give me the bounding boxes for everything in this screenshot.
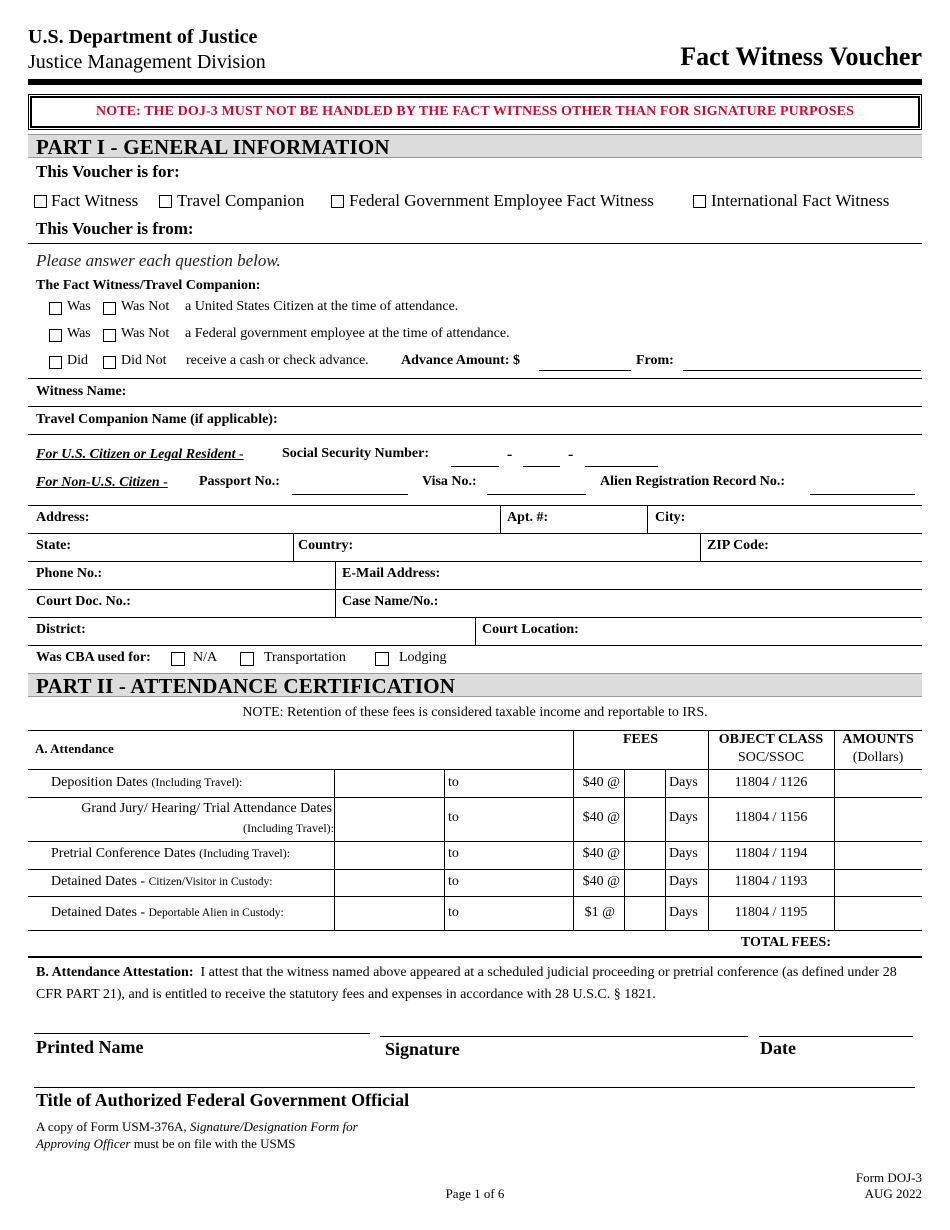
- divider: [28, 378, 922, 379]
- divider: [28, 533, 922, 534]
- voucher-for-label: This Voucher is for:: [36, 162, 180, 181]
- witness-name-label: Witness Name:: [36, 384, 127, 399]
- cell-divider: [475, 617, 476, 645]
- divider: [28, 243, 922, 244]
- ssn-part3-field[interactable]: [585, 466, 658, 467]
- table-rule: [28, 869, 922, 870]
- attestation-text: B. Attendance Attestation: I attest that the witness named above appeared at a scheduled judicial proceeding or pretrial conference (as defined under 28 CFR PART 21), and is entitled to receive the statutory fees and expenses in accordance with 28 U.S.C. § 1821.: [36, 965, 897, 1002]
- passport-label: Passport No.:: [199, 474, 280, 489]
- table-rule: [28, 797, 922, 798]
- country-label: Country:: [298, 538, 354, 553]
- days-label: Days: [669, 905, 698, 920]
- table-rule: [28, 896, 922, 897]
- table-rule: [28, 841, 922, 842]
- case-label: Case Name/No.:: [342, 594, 439, 609]
- employee-was-checkbox[interactable]: [49, 329, 62, 342]
- divider: [28, 561, 922, 562]
- advance-amount-field[interactable]: [539, 370, 631, 371]
- advance-from-field[interactable]: [683, 370, 921, 371]
- table-rule: [834, 730, 835, 930]
- city-label: City:: [655, 510, 686, 525]
- signature-label: Signature: [385, 1039, 460, 1059]
- advance-from-label: From:: [636, 353, 674, 368]
- federal-employee-label: Federal Government Employee Fact Witness: [349, 191, 654, 210]
- zip-label: ZIP Code:: [707, 538, 769, 553]
- rate: $40 @: [582, 775, 620, 790]
- fact-witness-checkbox[interactable]: [34, 195, 47, 208]
- advance-did-not-label: Did Not: [121, 353, 167, 368]
- official-title-label: Title of Authorized Federal Government Official: [36, 1090, 410, 1110]
- cell-divider: [700, 533, 701, 561]
- days-label: Days: [669, 846, 698, 861]
- amounts-header: AMOUNTS: [842, 732, 914, 747]
- visa-field[interactable]: [487, 494, 586, 495]
- table-rule: [624, 769, 625, 930]
- visa-label: Visa No.:: [422, 474, 477, 489]
- divider: [28, 589, 922, 590]
- to-label: to: [448, 810, 459, 825]
- court-doc-label: Court Doc. No.:: [36, 594, 131, 609]
- rate: $40 @: [582, 874, 620, 889]
- days-label: Days: [669, 810, 698, 825]
- object-class-header: OBJECT CLASS: [718, 732, 824, 747]
- advance-did-checkbox[interactable]: [49, 356, 62, 369]
- division-name: Justice Management Division: [28, 51, 266, 73]
- rate: $1 @: [584, 905, 615, 920]
- department-name: U.S. Department of Justice: [28, 26, 258, 48]
- object-code: 11804 / 1194: [734, 846, 808, 861]
- cba-na-checkbox[interactable]: [171, 652, 185, 666]
- email-label: E-Mail Address:: [342, 566, 441, 581]
- header-rule: [28, 79, 922, 85]
- cba-label: Was CBA used for:: [36, 650, 151, 665]
- table-rule: [665, 769, 666, 930]
- alien-field[interactable]: [810, 494, 915, 495]
- advance-amount-label: Advance Amount: $: [401, 353, 521, 368]
- table-rule: [334, 769, 335, 930]
- days-label: Days: [669, 874, 698, 889]
- travel-companion-checkbox[interactable]: [159, 195, 172, 208]
- usm-note: A copy of Form USM-376A, Signature/Designation Form for Approving Officer must be on file with the USMS: [36, 1119, 358, 1151]
- ssn-dash: -: [507, 446, 513, 463]
- divider: [28, 505, 922, 506]
- noncitizen-label: For Non-U.S. Citizen -: [36, 475, 168, 490]
- table-rule: [28, 769, 922, 770]
- advance-did-not-checkbox[interactable]: [103, 356, 116, 369]
- object-code: 11804 / 1126: [734, 775, 808, 790]
- part1-header: PART I - GENERAL INFORMATION: [28, 134, 922, 158]
- international-checkbox[interactable]: [693, 195, 706, 208]
- witness-heading: The Fact Witness/Travel Companion:: [36, 278, 261, 293]
- form-date: AUG 2022: [864, 1186, 922, 1201]
- ssn-label: Social Security Number:: [282, 446, 429, 461]
- official-title-field[interactable]: [34, 1087, 915, 1088]
- ssn-part1-field[interactable]: [451, 466, 499, 467]
- table-rule: [28, 930, 922, 931]
- cba-transportation-checkbox[interactable]: [240, 652, 254, 666]
- employee-was-label: Was: [67, 326, 91, 341]
- page-number: Page 1 of 6: [445, 1186, 505, 1201]
- advance-question: receive a cash or check advance.: [186, 353, 369, 368]
- citizen-question: a United States Citizen at the time of attendance.: [185, 299, 459, 314]
- cell-divider: [500, 505, 501, 533]
- instruction-text: Please answer each question below.: [36, 251, 281, 270]
- fact-witness-label: Fact Witness: [51, 191, 139, 210]
- state-label: State:: [36, 538, 71, 553]
- cba-lodging-label: Lodging: [399, 650, 447, 665]
- table-row-sub: (Including Travel):: [243, 821, 334, 835]
- total-fees-label: TOTAL FEES:: [740, 935, 831, 950]
- table-row-label: Pretrial Conference Dates (Including Travel):: [51, 846, 291, 861]
- international-label: International Fact Witness: [711, 191, 890, 210]
- citizen-label: For U.S. Citizen or Legal Resident -: [36, 447, 244, 462]
- handling-note: NOTE: THE DOJ-3 MUST NOT BE HANDLED BY THE FACT WITNESS OTHER THAN FOR SIGNATURE PURPOSES: [30, 96, 920, 128]
- days-label: Days: [669, 775, 698, 790]
- cell-divider: [293, 533, 294, 561]
- alien-label: Alien Registration Record No.:: [600, 474, 786, 489]
- irs-note: NOTE: Retention of these fees is considered taxable income and reportable to IRS.: [242, 705, 708, 720]
- federal-employee-checkbox[interactable]: [331, 195, 344, 208]
- form-title: Fact Witness Voucher: [680, 42, 922, 71]
- fees-header: FEES: [622, 732, 658, 747]
- object-code: 11804 / 1195: [734, 905, 808, 920]
- object-code: 11804 / 1193: [734, 874, 808, 889]
- citizen-was-checkbox[interactable]: [49, 302, 62, 315]
- cba-lodging-checkbox[interactable]: [375, 652, 389, 666]
- to-label: to: [448, 905, 459, 920]
- travel-companion-label: Travel Companion: [177, 191, 305, 210]
- total-fees-field[interactable]: [834, 930, 922, 956]
- voucher-from-label: This Voucher is from:: [36, 219, 194, 238]
- signature-field[interactable]: [380, 1036, 748, 1037]
- dollars-header: (Dollars): [852, 750, 904, 765]
- phone-label: Phone No.:: [36, 566, 103, 581]
- apt-label: Apt. #:: [507, 510, 549, 525]
- object-code: 11804 / 1156: [734, 810, 808, 825]
- rate: $40 @: [582, 810, 620, 825]
- cell-divider: [647, 505, 648, 533]
- companion-label: Travel Companion Name (if applicable):: [36, 412, 278, 427]
- court-location-label: Court Location:: [482, 622, 579, 637]
- table-rule: [28, 730, 922, 731]
- divider: [28, 406, 922, 407]
- employee-question: a Federal government employee at the time of attendance.: [185, 326, 510, 341]
- cba-transportation-label: Transportation: [264, 650, 346, 665]
- ssn-part2-field[interactable]: [523, 466, 560, 467]
- cba-na-label: N/A: [193, 650, 218, 665]
- table-row-label: Grand Jury/ Hearing/ Trial Attendance Dates: [81, 801, 332, 816]
- passport-field[interactable]: [292, 494, 408, 495]
- part2-header: PART II - ATTENDANCE CERTIFICATION: [28, 673, 922, 697]
- date-label: Date: [760, 1038, 796, 1058]
- employee-was-not-label: Was Not: [121, 326, 170, 341]
- citizen-was-label: Was: [67, 299, 91, 314]
- district-label: District:: [36, 622, 86, 637]
- printed-name-label: Printed Name: [36, 1037, 144, 1057]
- form-number: Form DOJ-3: [855, 1170, 922, 1185]
- to-label: to: [448, 775, 459, 790]
- employee-was-not-checkbox[interactable]: [103, 329, 116, 342]
- date-field[interactable]: [759, 1036, 913, 1037]
- citizen-was-not-checkbox[interactable]: [103, 302, 116, 315]
- to-label: to: [448, 874, 459, 889]
- table-rule: [573, 730, 574, 930]
- printed-name-field[interactable]: [34, 1033, 370, 1034]
- advance-did-label: Did: [67, 353, 88, 368]
- divider: [28, 645, 922, 646]
- attendance-label: A. Attendance: [35, 741, 114, 756]
- ssn-dash: -: [568, 446, 574, 463]
- table-row-label: Detained Dates - Deportable Alien in Custody:: [51, 905, 284, 920]
- address-label: Address:: [36, 510, 90, 525]
- table-row-label: Deposition Dates (Including Travel):: [51, 775, 243, 790]
- divider: [28, 434, 922, 435]
- table-rule: [708, 730, 709, 930]
- to-label: to: [448, 846, 459, 861]
- divider: [28, 956, 922, 958]
- citizen-was-not-label: Was Not: [121, 299, 170, 314]
- table-rule: [444, 769, 445, 930]
- soc-header: SOC/SSOC: [737, 750, 805, 765]
- table-row-label: Detained Dates - Citizen/Visitor in Custody:: [51, 874, 273, 889]
- rate: $40 @: [582, 846, 620, 861]
